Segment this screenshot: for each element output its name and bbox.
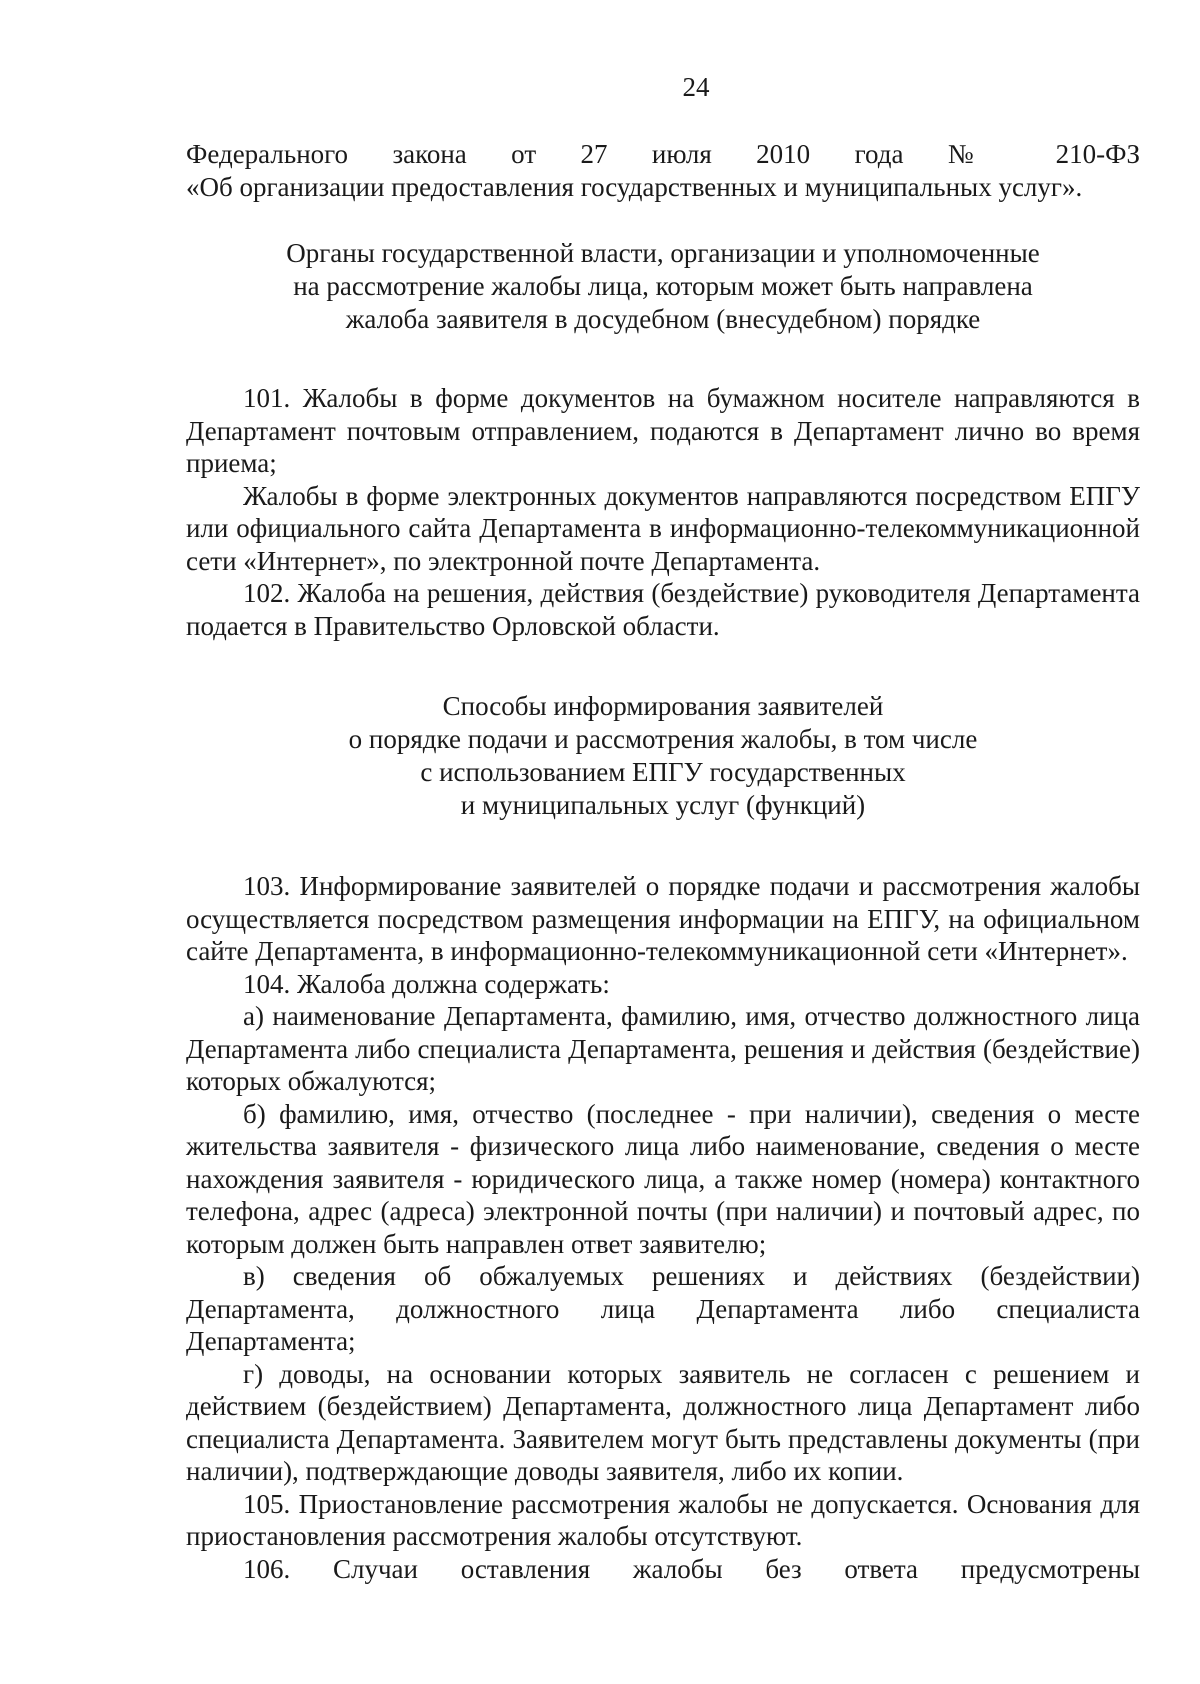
heading-line: и муниципальных услуг (функций)	[460, 790, 866, 820]
paragraph-104: 104. Жалоба должна содержать:	[243, 968, 610, 999]
paragraph-104-b: б) фамилию, имя, отчество (последнее - при наличии), сведения о месте жительства заявителя - физического лица либо наименование, сведения о месте нахождения заявителя - юридического лица, а также номер (номера) контактного телефона, адрес (адреса) электронной почты (при наличии) и почтовый адрес, по которым должен быть направлен ответ заявителю;	[186, 1098, 1140, 1259]
paragraph-104-c: в) сведения об обжалуемых решениях и действиях (бездействии) Департамента, должностного лица Департамента либо специалиста Департамента;	[186, 1261, 1140, 1356]
paragraph-105: 105. Приостановление рассмотрения жалобы не допускается. Основания для приостановления рассмотрения жалобы отсутствуют.	[186, 1488, 1140, 1551]
heading-line: на рассмотрение жалобы лица, которым может быть направлена	[293, 271, 1033, 301]
page-number: 24	[682, 72, 710, 102]
paragraph-104-d: г) доводы, на основании которых заявитель не согласен с решением и действием (бездействием) Департамента, должностного лица Департамент либо специалиста Департамента. Заявителем могут быть представлены документы (при наличии), подтверждающие доводы заявителя, либо их копии.	[186, 1358, 1140, 1486]
section-heading-complaint-bodies	[186, 237, 1140, 336]
paragraph-104-a: а) наименование Департамента, фамилию, имя, отчество должностного лица Департамента либо специалиста Департамента, решения и действия (бездействие) которых обжалуются;	[186, 1001, 1140, 1096]
heading-line: жалоба заявителя в досудебном (внесудебном) порядке	[345, 304, 981, 334]
heading-line: с использованием ЕПГУ государственных	[420, 757, 906, 787]
paragraph-101: 101. Жалобы в форме документов на бумажном носителе направляются в Департамент почтовым отправлением, подаются в Департамент лично во время приема;	[186, 383, 1140, 478]
intro-line-1: Федерального закона от 27 июля 2010 года № 210-ФЗ	[186, 139, 1140, 169]
intro-line-2: «Об организации предоставления государственных и муниципальных услуг».	[186, 171, 1083, 202]
paragraph-101-electronic: Жалобы в форме электронных документов направляются посредством ЕПГУ или официального сайта Департамента в информационно-телекоммуникационной сети «Интернет», по электронной почте Департамента.	[186, 480, 1140, 576]
heading-line: Органы государственной власти, организации и уполномоченные	[286, 238, 1040, 268]
paragraph-103: 103. Информирование заявителей о порядке подачи и рассмотрения жалобы осуществляется посредством размещения информации на ЕПГУ, на официальном сайте Департамента, в информационно-телекоммуникационной сети «Интернет».	[186, 871, 1140, 966]
paragraph-102: 102. Жалоба на решения, действия (бездействие) руководителя Департамента подается в Правительство Орловской области.	[186, 578, 1140, 641]
document-body	[186, 138, 1140, 1585]
section-heading-informing-methods	[186, 690, 1140, 822]
heading-line: о порядке подачи и рассмотрения жалобы, в том числе	[348, 724, 978, 754]
paragraph-106: 106. Случаи оставления жалобы без ответа предусмотрены	[243, 1553, 1140, 1584]
heading-line: Способы информирования заявителей	[442, 691, 884, 721]
